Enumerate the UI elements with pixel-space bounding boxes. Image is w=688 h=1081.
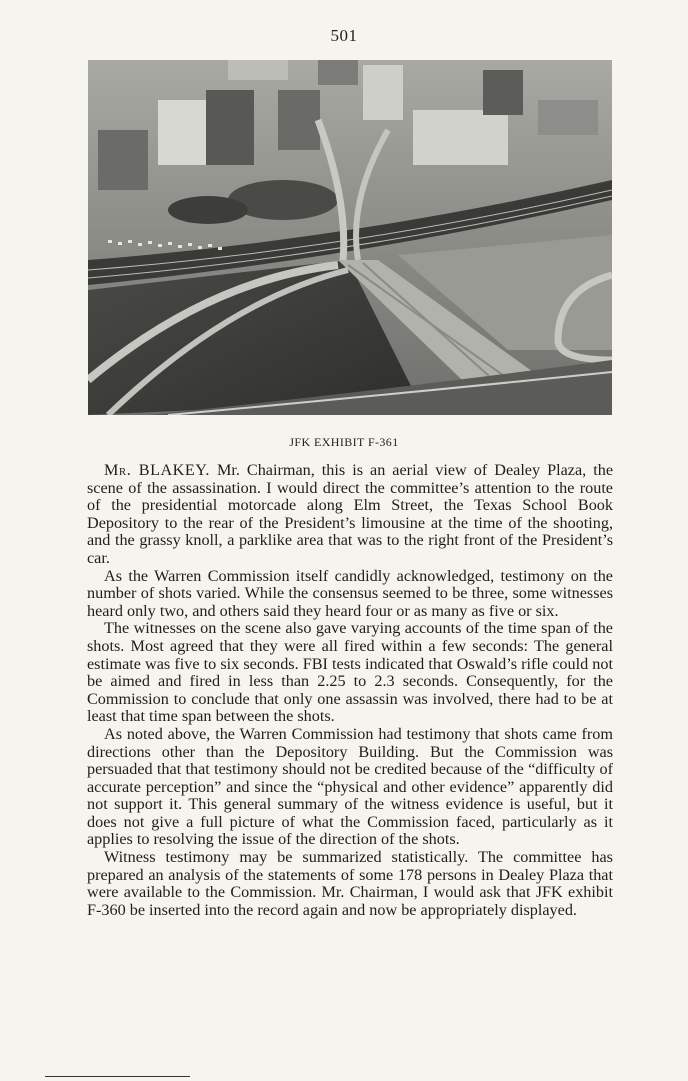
paragraph: The witnesses on the scene also gave varying accounts of the time span of the shots. Most agreed that they were all fired within a few seconds: The general estimate was five to six seconds. FBI tests indicated that Oswald’s rifle could not be aimed and fired in less than 2.25 to 2.3 seconds. Consequently, for the Commission to conclude that only one assassin was involved, there had to be at least that time span between the shots. — [87, 619, 613, 726]
footer-rule — [45, 1076, 190, 1077]
page-number: 501 — [330, 26, 358, 45]
paragraph: As noted above, the Warren Commission had testimony that shots came from directions other than the Depository Building. But the Commission was persuaded that that testimony should not be credited because of the “difficulty of accurate perception” and since the “physical and other evidence” apparently did not support it. This general summary of the witness evidence is useful, but it does not give a full picture of what the Commission faced, particularly as it applies to resolving the issue of the direction of the shots. — [87, 724, 613, 849]
paragraph-text: Mr. Chairman, this is an aerial view of Dealey Plaza, the scene of the assassination. I would direct the committee’s attention to the route of the presidential motorcade along Elm Street, the Texas School Book Depository to the rear of the President’s limousine at the time of the shooting, and the grassy knoll, a parklike area that was to the right front of the President’s car. — [87, 461, 614, 567]
paragraph — [87, 462, 613, 568]
speaker-name: Mr. BLAKEY. — [104, 461, 210, 479]
photo-caption: JFK EXHIBIT F-361 — [289, 435, 399, 449]
paragraph: As the Warren Commission itself candidly acknowledged, testimony on the number of shots varied. While the consensus seemed to be three, some witnesses heard only two, and others said they heard four or as many as five or six. — [87, 566, 613, 620]
paragraph: Witness testimony may be summarized statistically. The committee has prepared an analysis of the statements of some 178 persons in Dealey Plaza that were available to the Commission. Mr. Chairman, I would ask that JFK exhibit F-360 be inserted into the record again and now be appropriately displayed. — [87, 848, 613, 919]
aerial-photo — [88, 60, 612, 415]
body-text — [87, 462, 613, 919]
